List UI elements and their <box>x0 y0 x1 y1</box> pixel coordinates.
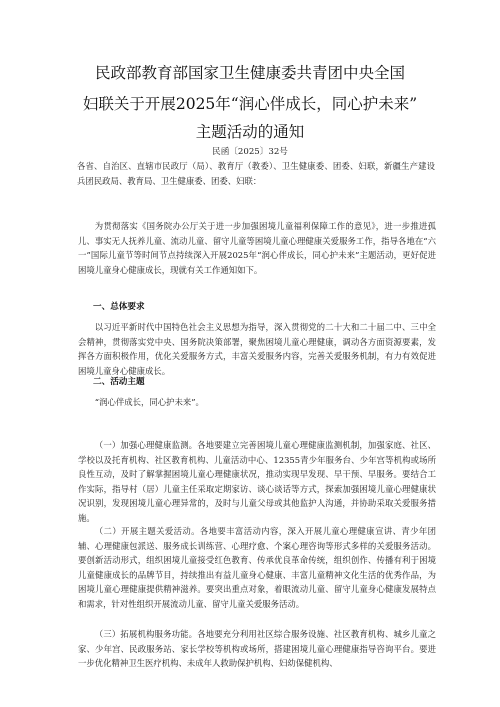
document-number: 民函〔2025〕32号 <box>212 147 288 157</box>
item-mental-health-monitoring: （一）加强心理健康监测。各地要建立完善困境儿童心理健康监测机制，加强家庭、社区、学校以及托育机构、社区教育机构、儿童活动中心、12355青少年服务台、少年宫等机构或场所良性互动，及时了解掌握困境儿童心理健康状况，推动实现早发现、早干预、早服务。要结合工作实际，指导村（居）儿童主任采取定期家访、谈心谈话等方式，探索加强困境儿童心理健康状况识别，发现困境儿童心理异常的，及时与儿童父母或其他监护人沟通，并协助采取关爱服务措施。 <box>78 440 436 523</box>
section-heading-general-requirements: 一、总体要求 <box>93 302 145 312</box>
document-title-line-2: 妇联关于开展2025年“润心伴成长，同心护未来” <box>82 95 418 113</box>
intro-paragraph: 为贯彻落实《国务院办公厅关于进一步加强困境儿童福利保障工作的意见》，进一步推进孤儿、事实无人抚养儿童、流动儿童、留守儿童等困境儿童心理健康关爱服务工作，指导各地在“六一”国际儿童节等时间节点持续深入开展2025年“润心伴成长，同心护未来”主题活动，更好促进困境儿童身心健康成长，现就有关工作通知如下。 <box>78 221 436 275</box>
item-care-activities: （二）开展主题关爱活动。各地要丰富活动内容，深入开展儿童心理健康宣讲、青少年团辅、心理健康包派送、服务成长训练营、心理疗愈、个案心理咨询等形式多样的关爱服务活动。要创新活动形式，组织困境儿童接受红色教育、传承优良革命传统，组织创作、传播有利于困境儿童健康成长的品牌节目，持续推出有益儿童身心健康、丰富儿童精神文化生活的优秀作品，为困境儿童心理健康提供精神滋养。要突出重点对象，着眼流动儿童、留守儿童身心健康发展特点和需求，针对性组织开展流动儿童、留守儿童关爱服务活动。 <box>78 526 436 609</box>
activity-theme-text: “润心伴成长，同心护未来”。 <box>94 397 204 407</box>
general-requirements-paragraph: 以习近平新时代中国特色社会主义思想为指导，深入贯彻党的二十大和二十届二中、三中全会精神，贯彻落实党中央、国务院决策部署，聚焦困境儿童心理健康，调动各方面资源要素，发挥各方面积极作用，优化关爱服务方式，丰富关爱服务内容，完善关爱服务机制，有力有效促进困境儿童身心健康成长。 <box>78 322 436 376</box>
addressee: 各省、自治区、直辖市民政厅（局）、教育厅（教委）、卫生健康委、团委、妇联，新疆生产建设兵团民政局、教育局、卫生健康委、团委、妇联： <box>77 161 435 186</box>
section-heading-activity-theme: 二、活动主题 <box>93 377 145 387</box>
document-title-line-1: 民政部教育部国家卫生健康委共青团中央全国 <box>94 64 405 82</box>
item-institution-services: （三）拓展机构服务功能。各地要充分利用社区综合服务设施、社区教育机构、城乡儿童之家、少年宫、民政服务站、家长学校等机构或场所，搭建困境儿童心理健康指导咨询平台。要进一步优化精神卫生医疗机构、未成年人救助保护机构、妇幼保健机构、 <box>78 629 436 669</box>
document-title-line-3: 主题活动的通知 <box>195 123 305 141</box>
